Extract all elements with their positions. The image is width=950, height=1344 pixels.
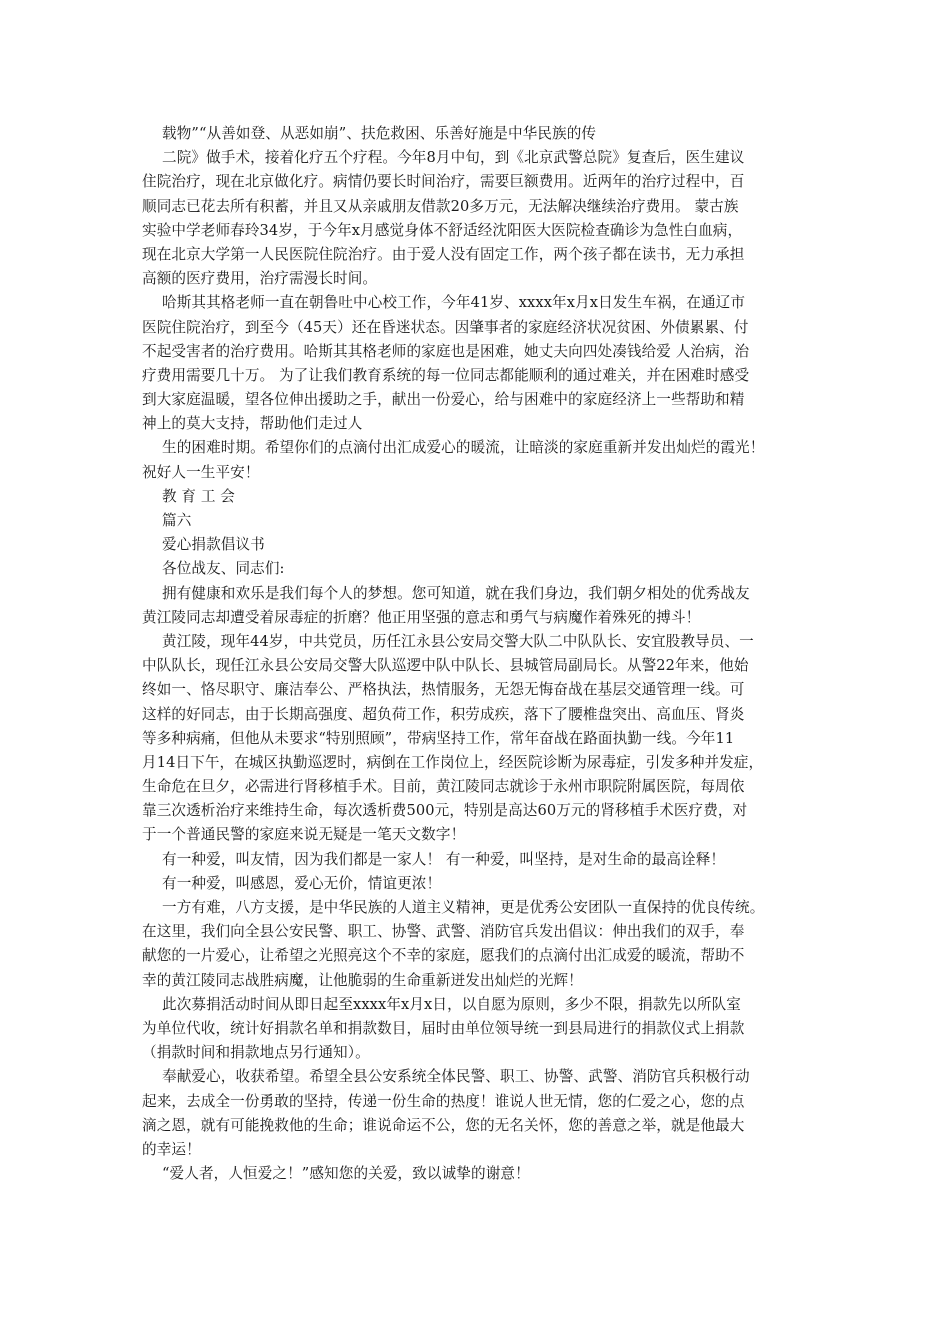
text-line: 黄江陵同志却遭受着尿毒症的折磨？他正用坚强的意志和勇气与病魔作着殊死的搏斗！ (142, 608, 701, 626)
text-line: 哈斯其其格老师一直在朝鲁吐中心校工作，今年41岁、xxxx年x月x日发生车祸，在通辽市 (162, 294, 746, 312)
text-line: 献您的一片爱心，让希望之光照亮这个不幸的家庭，愿我们的点滴付出汇成爱的暖流，帮助不 (142, 947, 745, 965)
text-line: 中队队长，现任江永县公安局交警大队巡逻中队中队长、县城管局副局长。从警22年来，他始 (142, 657, 749, 675)
text-line: 各位战友、同志们: (162, 560, 285, 578)
text-line: 有一种爱，叫友情，因为我们都是一家人！ 有一种爱，叫坚持，是对生命的最高诠释！ (162, 850, 726, 868)
text-line: 疗费用需要几十万。 为了让我们教育系统的每一位同志都能顺利的通过难关，并在困难时感受 (142, 366, 750, 384)
text-line: 神上的莫大支持，帮助他们走过人 (142, 415, 363, 433)
text-line: 现在北京大学第一人民医院住院治疗。由于爱人没有固定工作，两个孩子都在读书，无力承担 (142, 245, 745, 263)
text-line: 顺同志已花去所有积蓄，并且又从亲戚朋友借款20多万元，无法解决继续治疗费用。 蒙古族 (142, 197, 739, 215)
text-line: 等多种病痛，但他从未要求“特别照顾”，带病坚持工作，常年奋战在路面执勤一线。今年11 (142, 729, 735, 747)
text-line: 生命危在旦夕，必需进行肾移植手术。目前，黄江陵同志就诊于永州市职院附属医院，每周依 (142, 778, 745, 796)
text-line: （捐款时间和捐款地点另行通知）。 (142, 1044, 370, 1062)
text-line: 这样的好同志，由于长期高强度、超负荷工作，积劳成疾，落下了腰椎盘突出、高血压、肾炎 (142, 705, 745, 723)
text-line: “爱人者，人恒爱之！”感知您的关爱，致以诚挚的谢意！ (162, 1165, 530, 1183)
text-line: 住院治疗，现在北京做化疗。病情仍要长时间治疗，需要巨额费用。近两年的治疗过程中，百 (142, 173, 745, 191)
text-line: 奉献爱心，收获希望。希望全县公安系统全体民警、职工、协警、武警、消防官兵积极行动 (162, 1068, 750, 1086)
text-line: 于一个普通民警的家庭来说无疑是一笔天文数字！ (142, 826, 466, 844)
text-line: 黄江陵，现年44岁，中共党员，历任江永县公安局交警大队二中队队长、安宜股教导员、一 (162, 632, 754, 650)
text-line: 滴之恩，就有可能挽救他的生命；谁说命运不公，您的无名关怀，您的善意之举，就是他最大 (142, 1116, 745, 1134)
text-line: 载物”“从善如登、从恶如崩”、扶危救困、乐善好施是中华民族的传 (162, 125, 597, 142)
text-line: 到大家庭温暖，望各位伸出援助之手，献出一份爱心，给与困难中的家庭经济上一些帮助和精 (142, 391, 745, 409)
text-line: 爱心捐款倡议书 (162, 536, 265, 554)
text-line: 起来，去成全一份勇敢的坚持，传递一份生命的热度！谁说人世无情，您的仁爱之心，您的点 (142, 1092, 745, 1110)
text-line: 的幸运！ (142, 1140, 201, 1158)
text-line: 为单位代收，统计好捐款名单和捐款数目，届时由单位领导统一到县局进行的捐款仪式上捐款 (142, 1019, 745, 1037)
text-line: 在这里，我们向全县公安民警、职工、协警、武警、消防官兵发出倡议：伸出我们的双手，奉 (142, 923, 745, 941)
text-line: 终如一、恪尽职守、廉洁奉公、严格执法，热情服务，无怨无悔奋战在基层交通管理一线。可 (142, 681, 745, 699)
document-body (142, 122, 814, 1186)
text-line: 实验中学老师春玲34岁，于今年x月感觉身体不舒适经沈阳医大医院检查确诊为急性白血病， (142, 221, 743, 239)
text-line: 此次募捐活动时间从即日起至xxxx年x月x日，以自愿为原则，多少不限，捐款先以所队室 (162, 995, 741, 1013)
text-line: 二院》做手术，接着化疗五个疗程。今年8月中旬，到《北京武警总院》复查后，医生建议 (162, 149, 745, 167)
text-line: 幸的黄江陵同志战胜病魔，让他脆弱的生命重新迸发出灿烂的光辉！ (142, 971, 583, 989)
text-line: 不起受害者的治疗费用。哈斯其其格老师的家庭也是困难，她丈夫向四处凑钱给爱 人治病，治 (142, 342, 750, 360)
text-line: 月14日下午，在城区执勤巡逻时，病倒在工作岗位上，经医院诊断为尿毒症，引发多种并发症， (142, 753, 764, 771)
text-line: 拥有健康和欢乐是我们每个人的梦想。您可知道，就在我们身边，我们朝夕相处的优秀战友 (162, 584, 750, 602)
text-line: 篇六 (162, 512, 192, 529)
text-line: 祝好人一生平安！ (142, 463, 260, 481)
text-line: 靠三次透析治疗来维持生命，每次透析费500元，特别是高达60万元的肾移植手术医疗费，对 (142, 802, 748, 820)
text-line: 高额的医疗费用，治疗需漫长时间。 (142, 270, 378, 288)
text-line: 教 育 工 会 (162, 487, 235, 505)
text-line: 生的困难时期。希望你们的点滴付出汇成爱心的暖流，让暗淡的家庭重新并发出灿烂的霞光！ (162, 439, 765, 457)
text-line: 有一种爱，叫感恩，爱心无价，情谊更浓！ (162, 874, 442, 892)
text-line: 一方有难，八方支援，是中华民族的人道主义精神，更是优秀公安团队一直保持的优良传统。 (162, 899, 765, 916)
text-line: 医院住院治疗，到至今（45天）还在昏迷状态。因肇事者的家庭经济状况贫困、外债累累、付 (142, 318, 749, 336)
